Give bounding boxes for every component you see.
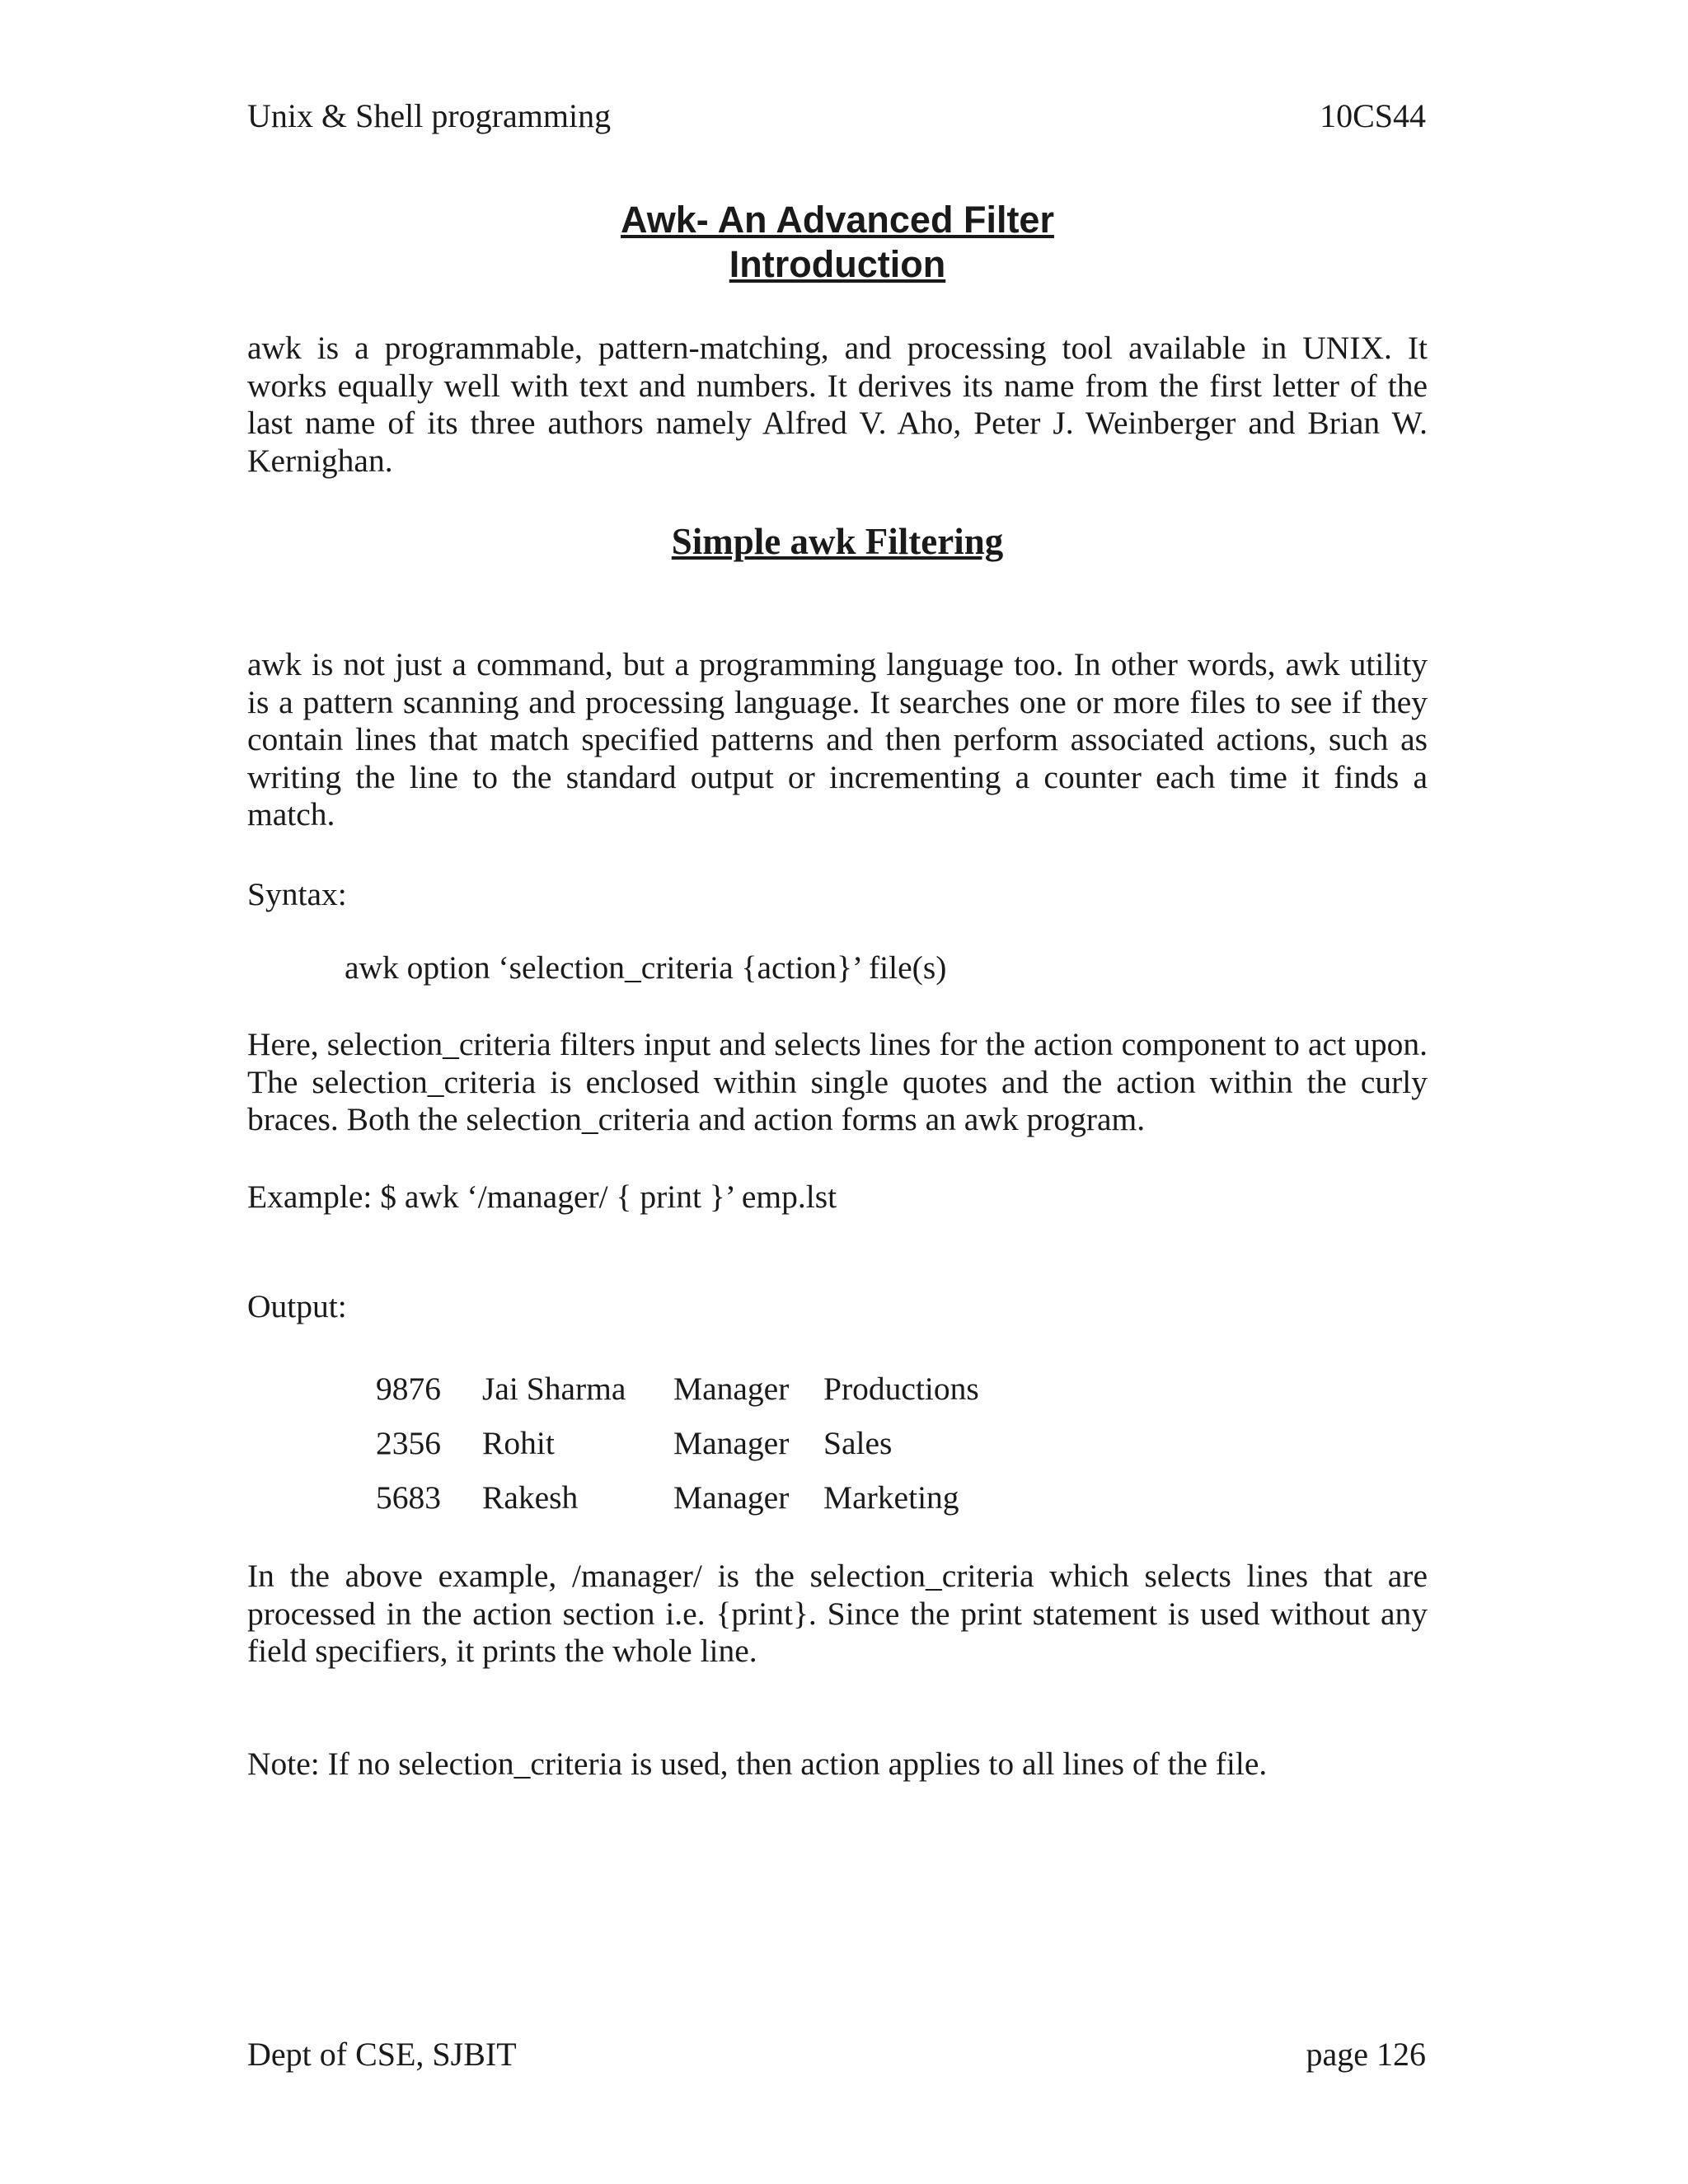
footer-department: Dept of CSE, SJBIT bbox=[247, 2036, 517, 2073]
chapter-title: Awk- An Advanced Filter bbox=[621, 199, 1054, 241]
output-label: Output: bbox=[247, 1288, 347, 1324]
intro-paragraph: awk is a programmable, pattern-matching, and processing tool available in UNIX. It works equally well with text and numbers. It derives its name from the first letter of the last name of its three authors namely Alfred V. Aho, Peter J. Weinberger and Brian W. Kernighan. bbox=[247, 330, 1428, 479]
table-row bbox=[376, 1361, 1071, 1416]
example-explanation: In the above example, /manager/ is the selection_criteria which selects lines that are processed in the action section i.e. {print}. Since the print statement is used without any field specifiers, it prints the whole line. bbox=[247, 1558, 1428, 1669]
syntax-explanation: Here, selection_criteria filters input and selects lines for the action component to act upon. The selection_criteria is enclosed within single quotes and the action within the curly braces. Both the selection_criteria and action forms an awk program. bbox=[247, 1026, 1428, 1137]
cell-emp-id: 2356 bbox=[376, 1425, 441, 1461]
cell-emp-designation: Manager bbox=[673, 1425, 790, 1461]
example-command: Example: $ awk ‘/manager/ { print }’ emp.lst bbox=[247, 1179, 837, 1215]
syntax-command: awk option ‘selection_criteria {action}’ file(s) bbox=[345, 949, 947, 986]
filtering-paragraph: awk is not just a command, but a programming language too. In other words, awk utility is a pattern scanning and processing language. It searches one or more files to see if they contain lines that match specified patterns and then perform associated actions, such as writing the line to the standard output or incrementing a counter each time it finds a match. bbox=[247, 646, 1428, 832]
cell-emp-name: Rohit bbox=[482, 1425, 555, 1461]
footer-page-number: page 126 bbox=[1306, 2036, 1426, 2073]
cell-emp-id: 5683 bbox=[376, 1479, 441, 1516]
table-row bbox=[376, 1470, 1071, 1525]
cell-emp-designation: Manager bbox=[673, 1371, 790, 1407]
section-title-introduction: Introduction bbox=[729, 243, 946, 285]
cell-emp-department: Sales bbox=[823, 1425, 893, 1461]
cell-emp-designation: Manager bbox=[673, 1479, 790, 1516]
section-heading-simple-awk-filtering: Simple awk Filtering bbox=[671, 521, 1004, 562]
cell-emp-name: Rakesh bbox=[482, 1479, 579, 1516]
header-course-title: Unix & Shell programming bbox=[247, 97, 612, 134]
cell-emp-id: 9876 bbox=[376, 1371, 441, 1407]
cell-emp-department: Marketing bbox=[823, 1479, 959, 1516]
header-course-code: 10CS44 bbox=[1320, 97, 1426, 134]
output-table bbox=[376, 1361, 1071, 1525]
cell-emp-name: Jai Sharma bbox=[482, 1371, 626, 1407]
table-row bbox=[376, 1416, 1071, 1470]
syntax-label: Syntax: bbox=[247, 876, 347, 912]
note-paragraph: Note: If no selection_criteria is used, then action applies to all lines of the file. bbox=[247, 1746, 1268, 1782]
cell-emp-department: Productions bbox=[823, 1371, 979, 1407]
